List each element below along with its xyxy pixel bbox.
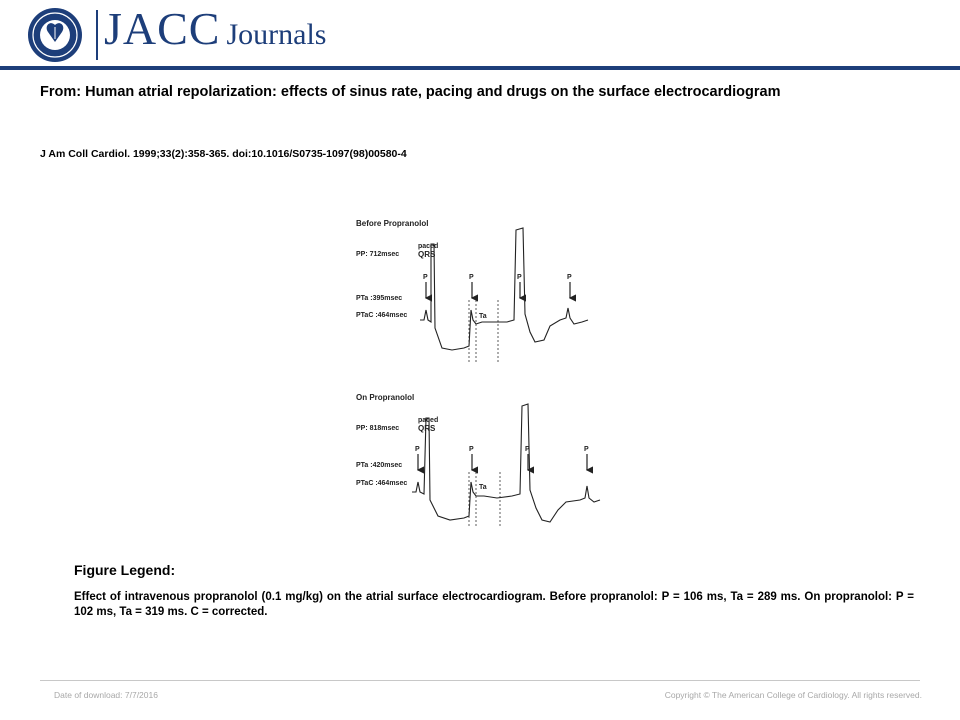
figure-legend-heading: Figure Legend: xyxy=(74,562,176,578)
ecg-trace xyxy=(412,404,600,522)
ta-wave-label: Ta xyxy=(479,484,487,491)
p-wave-label: P xyxy=(469,446,474,453)
panel-before-propranolol xyxy=(356,219,588,362)
ta-wave-label: Ta xyxy=(479,313,487,320)
article-citation: J Am Coll Cardiol. 1999;33(2):358-365. doi:10.1016/S0735-1097(98)00580-4 xyxy=(40,148,407,160)
p-wave-label: P xyxy=(567,274,572,281)
p-wave-label: P xyxy=(525,446,530,453)
figure-legend-text: Effect of intravenous propranolol (0.1 mg/kg) on the atrial surface electrocardiogram. Before propranolol: P = 106 ms, Ta = 289 ms. On propranolol: P = 102 ms, Ta = 319 ms. C = corrected. xyxy=(74,591,914,618)
journal-header xyxy=(0,0,960,68)
p-wave-label: P xyxy=(415,446,420,453)
paced-label: paced xyxy=(418,243,439,250)
pta-interval-label: PTa :420msec xyxy=(356,462,403,469)
article-title: From: Human atrial repolarization: effects of sinus rate, pacing and drugs on the surface electrocardiogram xyxy=(40,84,781,100)
pta-interval-label: PTa :395msec xyxy=(356,295,403,302)
ptac-interval-label: PTaC :464msec xyxy=(356,312,408,319)
logo-divider xyxy=(96,10,98,60)
header-rule xyxy=(0,66,960,70)
qrs-label: QRS xyxy=(418,250,436,259)
logo-main-text: JACC xyxy=(104,3,221,54)
p-wave-label: P xyxy=(584,446,589,453)
logo-sub-text: Journals xyxy=(226,18,327,51)
copyright-notice: Copyright © The American College of Cardiology. All rights reserved. xyxy=(664,690,922,700)
ptac-interval-label: PTaC :464msec xyxy=(356,480,408,487)
journal-logo[interactable] xyxy=(104,2,326,55)
panel-heading: Before Propranolol xyxy=(356,219,429,228)
acc-seal-icon xyxy=(26,6,84,64)
ecg-trace xyxy=(420,228,588,350)
qrs-label: QRS xyxy=(418,424,436,433)
ecg-figure xyxy=(352,210,612,530)
pp-interval-label: PP: 712msec xyxy=(356,251,400,258)
download-date: Date of download: 7/7/2016 xyxy=(54,690,158,700)
p-wave-label: P xyxy=(517,274,522,281)
panel-heading: On Propranolol xyxy=(356,393,415,402)
p-wave-label: P xyxy=(423,274,428,281)
panel-on-propranolol xyxy=(356,393,600,528)
p-wave-label: P xyxy=(469,274,474,281)
footer-rule xyxy=(40,680,920,681)
pp-interval-label: PP: 818msec xyxy=(356,425,400,432)
paced-label: paced xyxy=(418,417,439,424)
